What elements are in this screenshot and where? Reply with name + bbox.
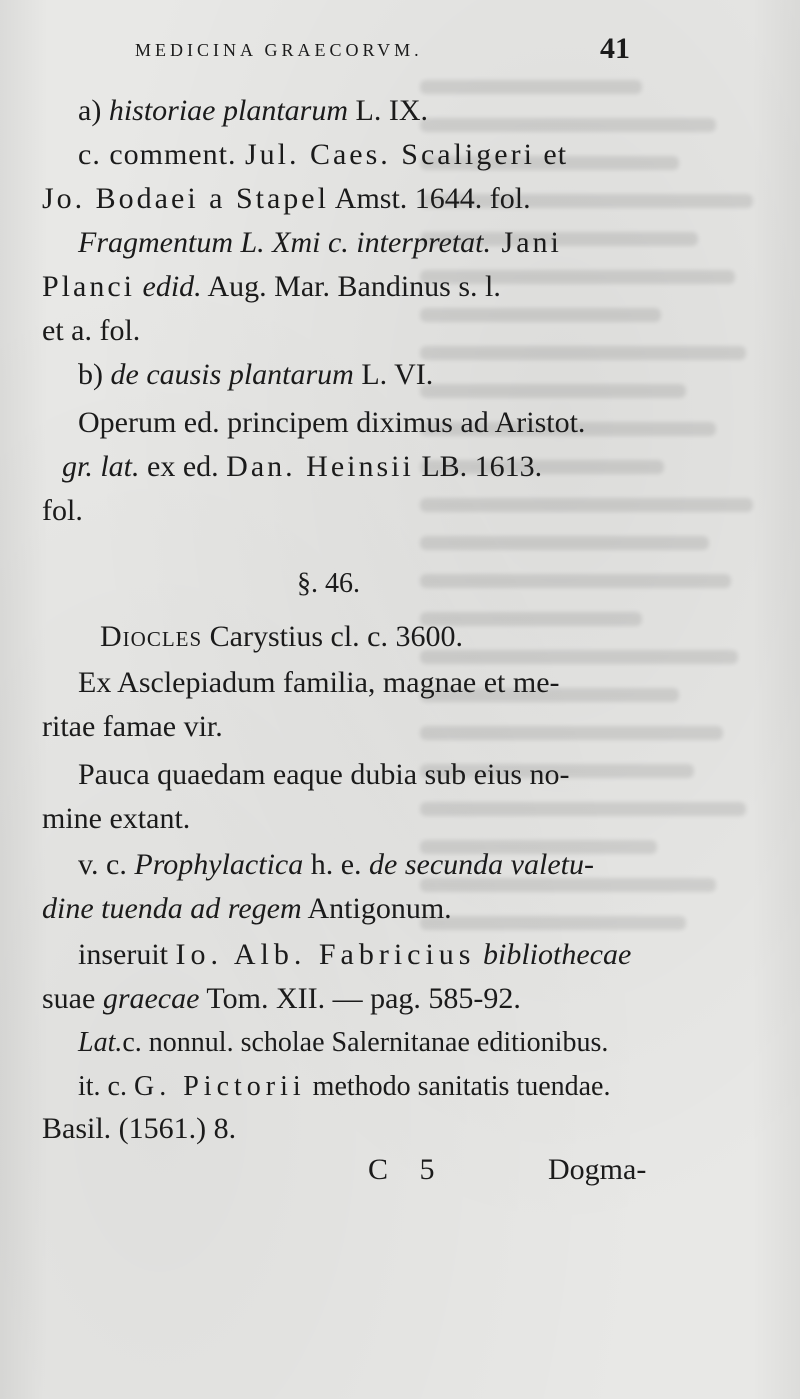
text-line: Planci edid. Aug. Mar. Bandinus s. l. <box>42 270 501 303</box>
text-line: Fragmentum L. Xmi c. interpretat. Jani <box>78 226 562 259</box>
text-line: a) historiae plantarum L. IX. <box>78 94 428 127</box>
text-line: Operum ed. principem diximus ad Aristot. <box>78 406 586 439</box>
text-line: inseruit Io. Alb. Fabricius bibliothecae <box>78 938 632 971</box>
text-line: dine tuenda ad regem Antigonum. <box>42 892 452 925</box>
text-line: Basil. (1561.) 8. <box>42 1112 237 1145</box>
text-line: mine extant. <box>42 802 191 835</box>
text-line: it. c. G. Pictorii methodo sanitatis tuendae. <box>78 1071 611 1102</box>
section-heading: §. 46. <box>297 568 360 599</box>
text-line: gr. lat. ex ed. Dan. Heinsii LB. 1613. <box>62 450 543 483</box>
text-line: b) de causis plantarum L. VI. <box>78 358 434 391</box>
text-line: Pauca quaedam eaque dubia sub eius no- <box>78 758 570 791</box>
text-line: suae graecae Tom. XII. — pag. 585-92. <box>42 982 521 1015</box>
page-number: 41 <box>600 32 630 65</box>
running-head: MEDICINA GRAECORVM. <box>135 40 423 60</box>
text-line: Jo. Bodaei a Stapel Amst. 1644. fol. <box>42 182 531 215</box>
text-line: Lat.c. nonnul. scholae Salernitanae editionibus. <box>78 1027 609 1058</box>
text-line: v. c. Prophylactica h. e. de secunda valetu- <box>78 848 594 881</box>
text-line: fol. <box>42 494 83 527</box>
text-line: c. comment. Jul. Caes. Scaligeri et <box>78 138 568 171</box>
catchword: Dogma- <box>548 1153 647 1186</box>
signature-mark: C 5 <box>368 1153 447 1186</box>
text-line: ritae famae vir. <box>42 710 223 743</box>
text-line: et a. fol. <box>42 314 141 347</box>
text-line: Ex Asclepiadum familia, magnae et me- <box>78 666 560 699</box>
text-line: Diocles Carystius cl. c. 3600. <box>100 620 463 653</box>
